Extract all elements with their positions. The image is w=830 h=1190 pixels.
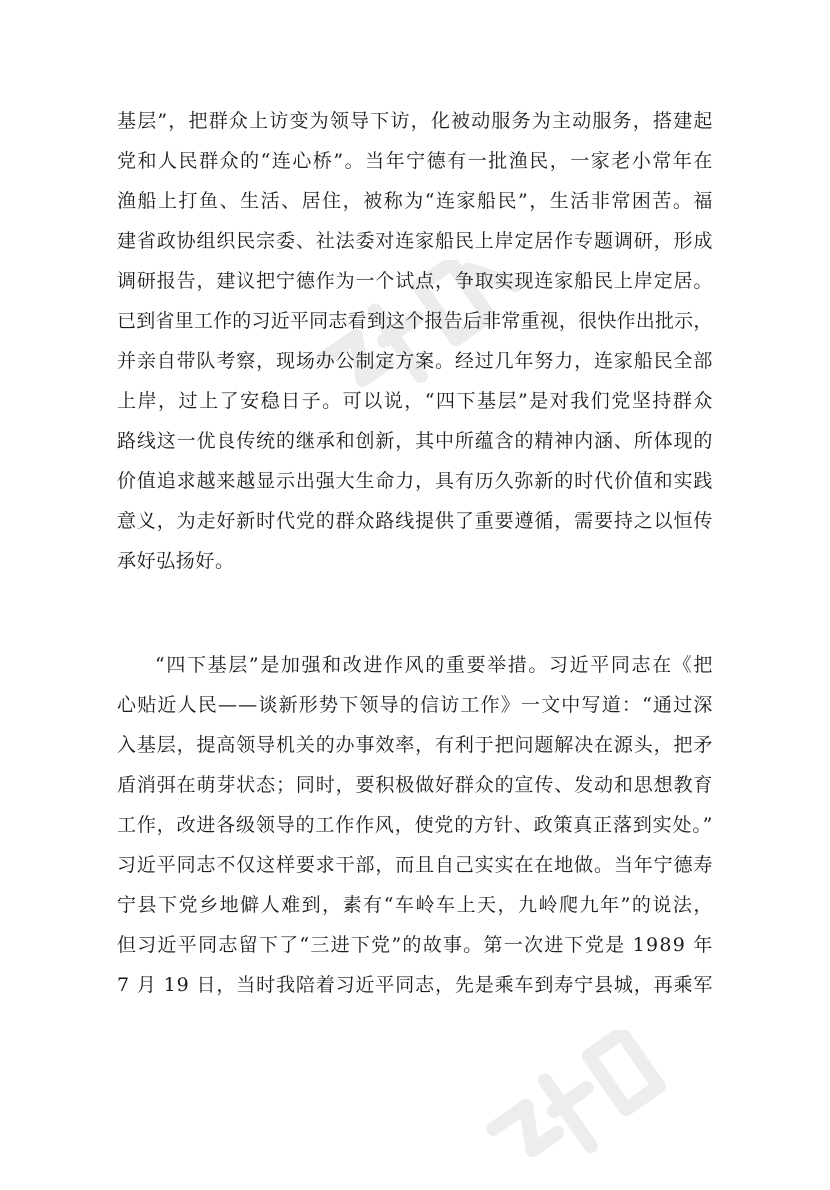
- watermark-stamp-icon: [470, 1030, 710, 1190]
- document-page: 基层”，把群众上访变为领导下访，化被动服务为主动服务，搭建起 党和人民群众的“连心桥”。当年宁德有一批渔民，一家老小常年在 渔船上打鱼、生活、居住，被称为“连家船民”，生活非常困苦。福 建省政协组织民宗委、社法委对连家船民上岸定居作专题调研，形成 调研报告，建议把宁德作为一个试点，争取实现连家船民上岸定居。 已到省里工作的习近平同志看到这个报告后非常重视，很快作出批示， 并亲自带队考察，现场办公制定方案。经过几年努力，连家船民全部 上岸，过上了安稳日子。可以说，“四下基层”是对我们党坚持群众 路线这一优良传统的继承和创新，其中所蕴含的精神内涵、所体现的 价值追求越来越显示出强大生命力，具有历久弥新的时代价值和实践 意义，为走好新时代党的群众路线提供了重要遵循，需要持之以恒传 承好弘扬好。 “四下基层”是加强和改进作风的重要举措。习近平同志在《把 心贴近人民——谈新形势下领导的信访工作》一文中写道：“通过深 入基层，提高领导机关的办事效率，有利于把问题解决在源头，把矛 盾消弭在萌芽状态；同时，要积极做好群众的宣传、发动和思想教育 工作，改进各级领导的工作作风，使党的方针、政策真正落到实处。” 习近平同志不仅这样要求干部，而且自己实实在在地做。当年宁德寿 宁县下党乡地僻人难到，素有“车岭车上天，九岭爬九年”的说法， 但习近平同志留下了“三进下党”的故事。第一次进下党是 1989 年 7 月 19 日，当时我陪着习近平同志，先是乘车到寿宁县城，再乘军: [0, 0, 830, 1174]
